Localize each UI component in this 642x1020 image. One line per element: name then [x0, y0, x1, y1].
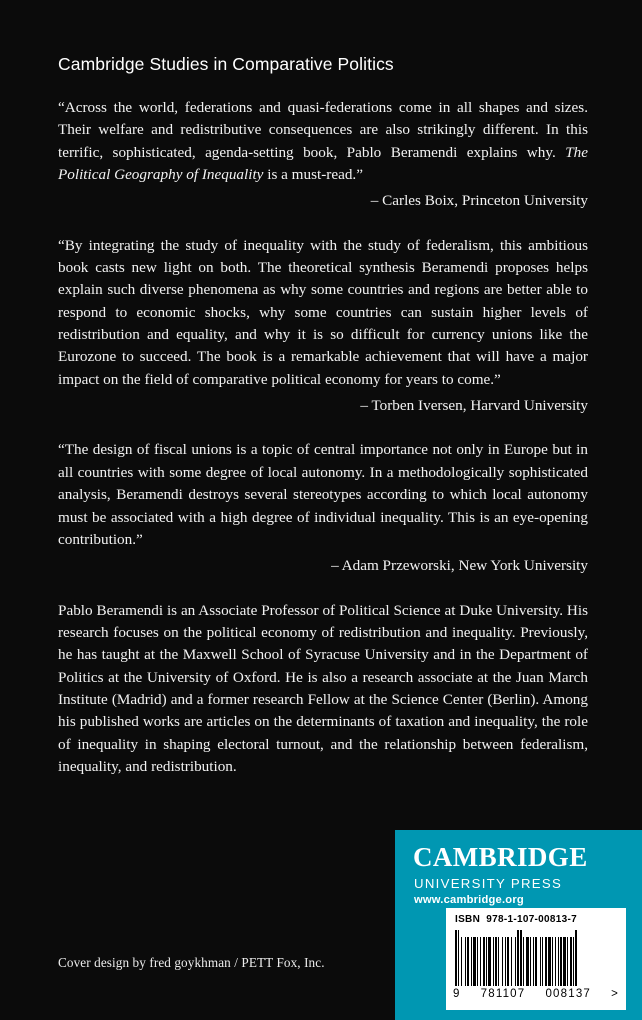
barcode-digit-suffix: > — [611, 988, 619, 1000]
barcode-digit-prefix: 9 — [453, 988, 461, 1000]
blurb-text-3: “The design of fiscal unions is a topic of central importance not only in Europe but in all countries with some degree of local autonomy. In a methodologically sophisticated analysis, Beramendi destroys several stereotypes according to which local autonomy must be associated with a high degree of individual inequality. This is an eye-opening contribution.” — [58, 441, 588, 548]
cover-text-content — [58, 54, 588, 778]
barcode-digits — [453, 988, 619, 1000]
series-title: Cambridge Studies in Comparative Politics — [58, 54, 394, 74]
blurb-1-italic-title: The Political Geography of Inequality — [58, 143, 588, 184]
publisher-subtitle: UNIVERSITY PRESS — [414, 876, 563, 891]
blurb-1-before: “Across the world, federations and quasi-federations come in all shapes and sizes. Their welfare and redistributive consequences are also strikingly different. In this terrific, sophisticated, agenda-setting book, Pablo Beramendi explains why. — [58, 99, 588, 161]
cover-design-credit: Cover design by fred goykhman / PETT Fox, Inc. — [58, 955, 325, 970]
blurb-attribution-2: – Torben Iversen, Harvard University — [360, 397, 588, 415]
barcode-area — [446, 908, 626, 1010]
barcode-digit-group-1: 781107 — [480, 988, 526, 1000]
isbn-number: 978-1-107-00813-7 — [486, 914, 577, 925]
barcode-bars — [455, 930, 617, 986]
publisher-website-link[interactable]: www.cambridge.org — [414, 894, 524, 906]
barcode-digit-group-2: 008137 — [545, 988, 592, 1000]
isbn-line — [455, 914, 626, 925]
publisher-block — [395, 830, 642, 1020]
blurb-attribution-1: – Carles Boix, Princeton University — [370, 192, 588, 210]
isbn-label: ISBN — [455, 914, 481, 925]
blurb-attribution-3: – Adam Przeworski, New York University — [331, 557, 588, 575]
blurb-1-after: is a must-read.” — [263, 166, 363, 184]
author-biography: Pablo Beramendi is an Associate Professor of Political Science at Duke University. His research focuses on the political economy of redistribution and inequality. Previously, he has taught at the Maxwell School of Syracuse University and in the Department of Politics at the University of Oxford. He is also a research associate at the Juan March Institute (Madrid) and a former research Fellow at the Science Center (Berlin). Among his published works are articles on the determinants of taxation and inequality, the role of inequality in shaping electoral turnout, and the relationship between federalism, inequality, and redistribution. — [58, 601, 588, 775]
blurb-text-1 — [58, 97, 588, 186]
publisher-name: CAMBRIDGE — [413, 842, 588, 872]
blurb-text-2: “By integrating the study of inequality with the study of federalism, this ambitious book casts new light on both. The theoretical synthesis Beramendi proposes helps explain such diverse phenomena as why some countries and regions are better able to respond to economic shocks, why some countries can sustain higher levels of redistribution and equality, and why it is so difficult for currency unions like the Eurozone to succeed. The book is a remarkable achievement that will have a major impact on the field of comparative political economy for years to come.” — [58, 236, 588, 388]
